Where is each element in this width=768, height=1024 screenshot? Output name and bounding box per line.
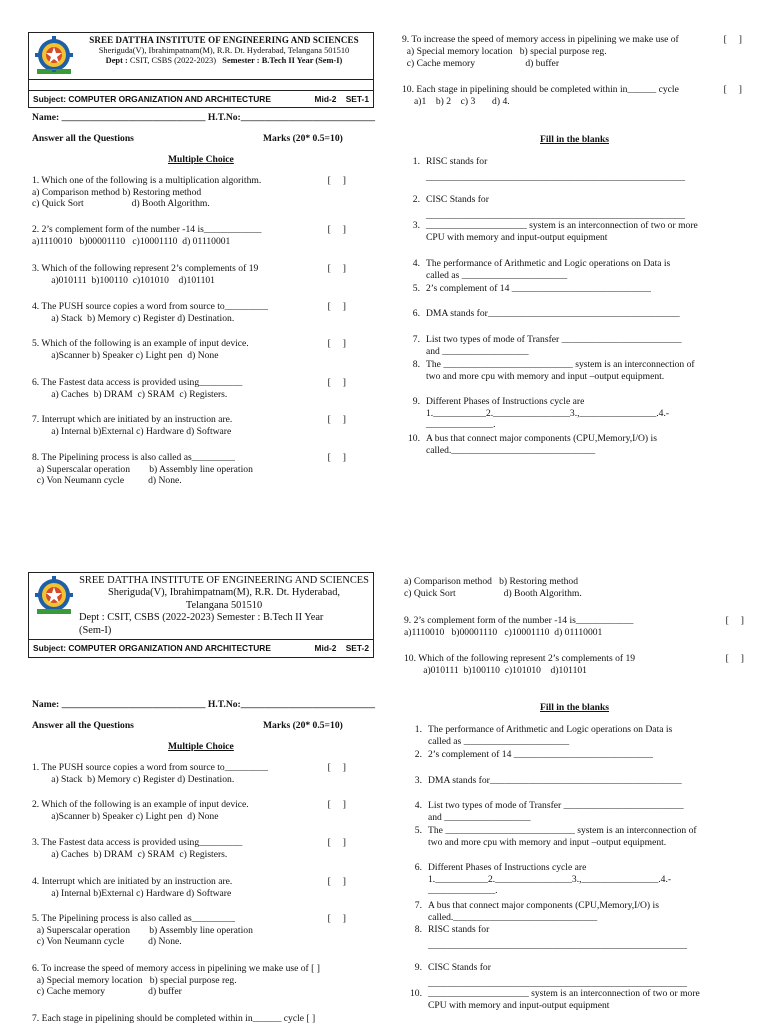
mc-question: 7. Each stage in pipelining should be completed within in______ cycle [ ] [32,1013,316,1024]
answer-bracket: [ ] [327,837,346,848]
multiple-choice-heading: Multiple Choice [168,741,234,752]
name-htno-line: Name: ______________________________ H.T.No:____________________________ [32,699,376,710]
answer-bracket: [ ] [327,175,346,186]
mc-question: 5. Which of the following is an example of input device. a)Scanner b) Speaker c) Light pen d) None [ ] [32,338,346,361]
mc-question: 1. Which one of the following is a multiplication algorithm. a) Comparison method b) Restoring method c) Quick Sort d) Booth Algorithm. [ ] [32,175,346,209]
marks-label: Marks (20* 0.5=10) [263,133,343,144]
name-htno-line: Name: ______________________________ H.T.No:____________________________ [32,112,376,123]
answer-bracket: [ ] [327,301,346,312]
answer-bracket: [ ] [725,615,744,626]
mc-question: 7. Interrupt which are initiated by an instruction are. a) Internal b)External c) Hardware d) Software [ ] [32,414,346,437]
answer-bracket: [ ] [327,263,346,274]
answer-bracket: [ ] [725,653,744,664]
set1-header [28,32,374,108]
set2-header [28,572,374,658]
answer-all-label: Answer all the Questions [32,720,134,731]
answer-bracket: [ ] [327,913,346,924]
mc-question: 2. Which of the following is an example of input device. a)Scanner b) Speaker c) Light pen d) None [ ] [32,799,346,822]
mc-question: 4. The PUSH source copies a word from source to_________ a) Stack b) Memory c) Register d) Destination. [ ] [32,301,346,324]
mc-question: 4. Interrupt which are initiated by an instruction are. a) Internal b)External c) Hardware d) Software [ ] [32,876,346,899]
mc-question: 8. The Pipelining process is also called as_________ a) Superscalar operation b) Assembly line operation c) Von Neumann cycle d) None. [ ] [32,452,346,486]
mc-question: 6. The Fastest data access is provided using_________ a) Caches b) DRAM c) SRAM c) Registers. [ ] [32,377,346,400]
mc-question: 9. 2’s complement form of the number -14 is____________ a)1110010 b)00001110 c)10001110 d) 01110001 [ ] [404,615,744,638]
mc-question: 2. 2’s complement form of the number -14 is____________ a)1110010 b)00001110 c)10001110 d) 01110001 [ ] [32,224,346,247]
multiple-choice-heading: Multiple Choice [168,154,234,165]
answer-bracket: [ ] [723,34,742,45]
answer-bracket: [ ] [327,414,346,425]
answer-bracket: [ ] [327,338,346,349]
subject-row: Subject: COMPUTER ORGANIZATION AND ARCHITECTURE Mid-2 SET-1 [29,90,373,107]
marks-label: Marks (20* 0.5=10) [263,720,343,731]
answer-bracket: [ ] [327,377,346,388]
answer-bracket: [ ] [327,452,346,463]
fill-blanks-heading: Fill in the blanks [540,702,610,713]
institute-logo-icon [33,35,75,77]
mc-question: 6. To increase the speed of memory access in pipelining we make use of [ ] a) Special memory location b) special purpose reg. c) Cache memory d) buffer [32,963,320,997]
institute-name: SREE DATTHA INSTITUTE OF ENGINEERING AND SCIENCES [89,35,359,45]
institute-address: Sheriguda(V), Ibrahimpatnam(M), R.R. Dt. Hyderabad, [108,587,340,599]
mc-question: 10. Which of the following represent 2’s complements of 19 a)010111 b)100110 c)101010 d)101101 [ ] [404,653,744,676]
mc-question: 3. Which of the following represent 2’s complements of 19 a)010111 b)100110 c)101010 d)101101 [ ] [32,263,346,286]
answer-bracket: [ ] [327,762,346,773]
answer-all-label: Answer all the Questions [32,133,134,144]
institute-name: SREE DATTHA INSTITUTE OF ENGINEERING AND SCIENCES [79,575,369,586]
answer-bracket: [ ] [327,224,346,235]
mc-question: 3. The Fastest data access is provided using_________ a) Caches b) DRAM c) SRAM c) Registers. [ ] [32,837,346,860]
semester-cont: (Sem-I) [79,624,112,636]
subject-row: Subject: COMPUTER ORGANIZATION AND ARCHITECTURE Mid-2 SET-2 [29,639,373,656]
answer-bracket: [ ] [327,799,346,810]
fill-blanks-heading: Fill in the blanks [540,134,610,145]
institute-logo-icon [33,575,75,617]
continued-options: a) Comparison method b) Restoring method [404,576,578,587]
mc-question: 5. The Pipelining process is also called as_________ a) Superscalar operation b) Assembly line operation c) Von Neumann cycle d) None. [ ] [32,913,346,947]
answer-bracket: [ ] [723,84,742,95]
institute-address-2: Telangana 501510 [185,599,263,611]
dept-semester: Dept : CSIT, CSBS (2022-2023) Semester : B.Tech II Year [79,612,324,624]
mc-question: 1. The PUSH source copies a word from source to_________ a) Stack b) Memory c) Register d) Destination. [ ] [32,762,346,785]
institute-address: Sheriguda(V), Ibrahimpatnam(M), R.R. Dt. Hyderabad, Telangana 501510 [98,45,350,55]
mc-question: 10. Each stage in pipelining should be completed within in______ cycle a)1 b) 2 c) 3 d) 4. [ ] [402,84,742,107]
mc-question: 9. To increase the speed of memory access in pipelining we make use of a) Special memory location b) special purpose reg. c) Cache memory d) buffer [ ] [402,34,742,69]
dept-semester: Dept : CSIT, CSBS (2022-2023) Semester : B.Tech II Year (Sem-I) [105,55,343,65]
answer-bracket: [ ] [327,876,346,887]
continued-options: c) Quick Sort d) Booth Algorithm. [404,588,582,599]
